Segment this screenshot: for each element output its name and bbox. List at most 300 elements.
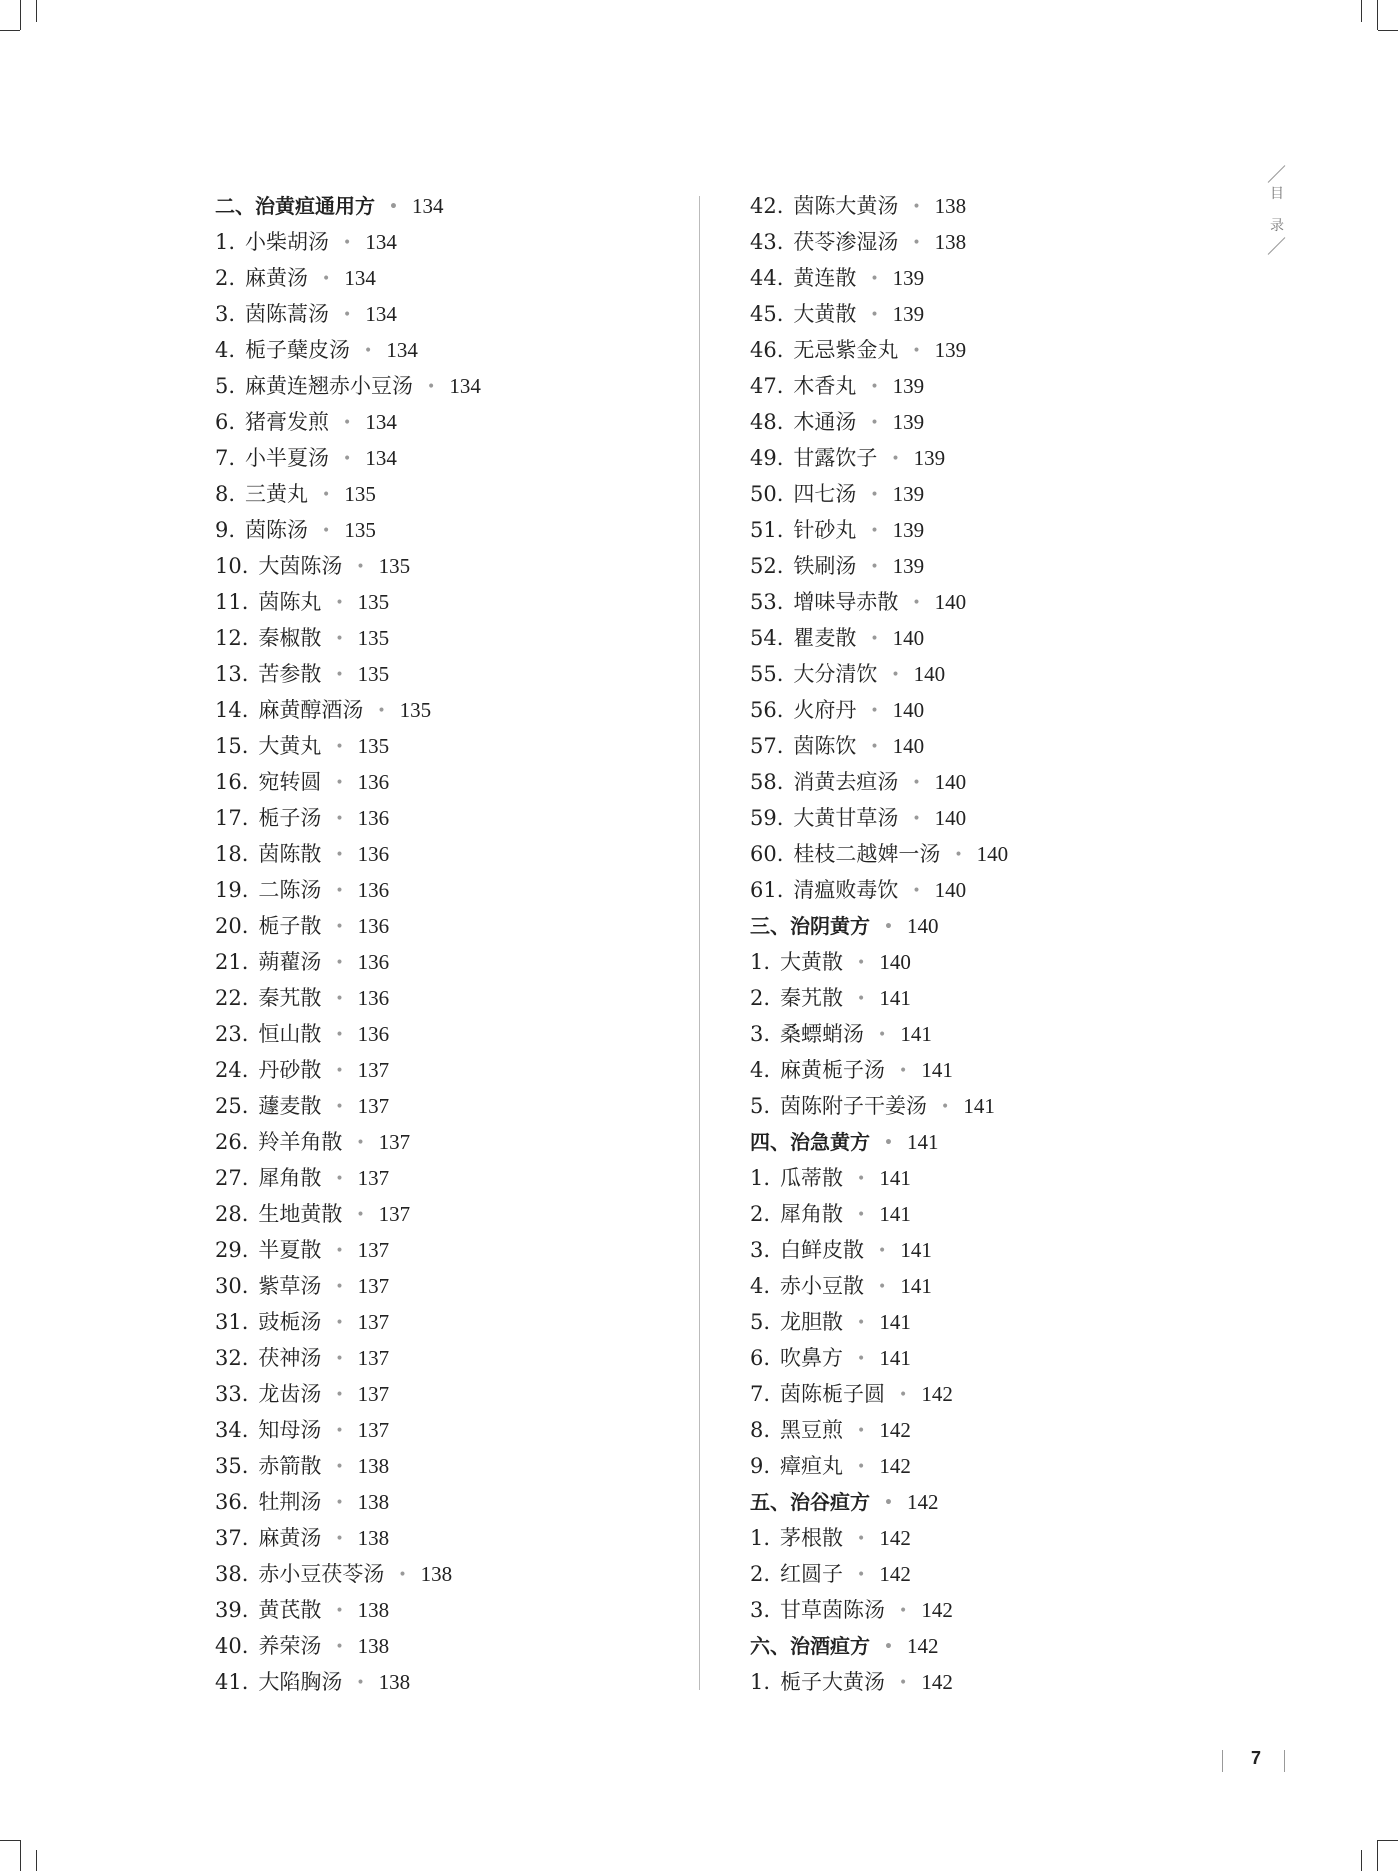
toc-entry-number: 16. bbox=[215, 770, 249, 794]
toc-section-heading[interactable] bbox=[750, 1124, 1270, 1160]
toc-entry-number: 47. bbox=[750, 374, 784, 398]
toc-page-number: 134 bbox=[386, 338, 418, 362]
toc-entry-number: 56. bbox=[750, 698, 784, 722]
leader-dot: • bbox=[891, 451, 900, 467]
toc-entry-number: 4. bbox=[750, 1274, 771, 1298]
toc-entry-number: 33. bbox=[215, 1382, 249, 1406]
toc-entry[interactable] bbox=[750, 1196, 1270, 1232]
toc-entry-number: 24. bbox=[215, 1058, 249, 1082]
toc-entry[interactable] bbox=[750, 872, 1270, 908]
toc-page-number: 139 bbox=[892, 374, 925, 398]
toc-entry[interactable] bbox=[215, 908, 685, 944]
toc-entry-number: 5. bbox=[215, 374, 236, 398]
toc-page-number: 136 bbox=[357, 806, 390, 830]
toc-right-column bbox=[750, 188, 1270, 1700]
toc-entry-number: 12. bbox=[215, 626, 249, 650]
leader-dot: • bbox=[322, 271, 331, 287]
leader-dot: • bbox=[335, 847, 344, 863]
leader-dot: • bbox=[335, 595, 344, 611]
toc-page-number: 141 bbox=[879, 1310, 911, 1334]
leader-dot: • bbox=[343, 451, 352, 467]
toc-page-number: 134 bbox=[365, 302, 397, 326]
toc-entry[interactable] bbox=[750, 1340, 1270, 1376]
toc-entry[interactable] bbox=[215, 440, 685, 476]
crop-mark bbox=[20, 0, 21, 30]
toc-entry[interactable] bbox=[750, 728, 1270, 764]
crop-mark bbox=[1361, 0, 1362, 22]
toc-page-number: 138 bbox=[378, 1670, 411, 1694]
toc-page-number: 136 bbox=[357, 950, 390, 974]
toc-entry-title: 苦参散 bbox=[258, 662, 322, 686]
toc-entry-title: 生地黄散 bbox=[258, 1202, 343, 1226]
toc-page-number: 136 bbox=[357, 842, 390, 866]
leader-dot: • bbox=[335, 739, 344, 755]
toc-entry[interactable] bbox=[750, 1520, 1270, 1556]
toc-entry-title: 黄芪散 bbox=[258, 1598, 322, 1622]
toc-page-number: 140 bbox=[976, 842, 1009, 866]
toc-entry-title: 大黄散 bbox=[793, 302, 857, 326]
toc-entry[interactable] bbox=[215, 1196, 685, 1232]
toc-entry[interactable] bbox=[750, 980, 1270, 1016]
crop-mark bbox=[36, 0, 37, 22]
toc-entry-title: 大茵陈汤 bbox=[258, 554, 343, 578]
toc-page-number: 139 bbox=[913, 446, 946, 470]
toc-entry[interactable] bbox=[215, 260, 685, 296]
page-number: 7 bbox=[1250, 1748, 1261, 1768]
toc-entry[interactable] bbox=[215, 944, 685, 980]
toc-entry-title: 茵陈蒿汤 bbox=[245, 302, 330, 326]
leader-dot: • bbox=[899, 1675, 908, 1691]
toc-entry-title: 秦艽散 bbox=[258, 986, 322, 1010]
toc-entry[interactable] bbox=[750, 512, 1270, 548]
toc-entry[interactable] bbox=[750, 332, 1270, 368]
toc-entry-title: 栀子大黄汤 bbox=[780, 1670, 886, 1694]
toc-entry-number: 8. bbox=[750, 1418, 771, 1442]
toc-entry-number: 2. bbox=[750, 986, 771, 1010]
toc-page-number: 135 bbox=[357, 626, 390, 650]
toc-entry-title: 火府丹 bbox=[793, 698, 857, 722]
section-title: 三、治阴黄方 bbox=[750, 914, 870, 938]
toc-page-number: 142 bbox=[921, 1598, 953, 1622]
toc-entry-number: 54. bbox=[750, 626, 784, 650]
leader-dot: • bbox=[335, 1495, 344, 1511]
toc-entry-title: 吹鼻方 bbox=[780, 1346, 844, 1370]
toc-entry[interactable] bbox=[750, 440, 1270, 476]
toc-page-number: 134 bbox=[344, 266, 376, 290]
toc-entry[interactable] bbox=[750, 260, 1270, 296]
toc-page-number: 136 bbox=[357, 770, 390, 794]
toc-entry[interactable] bbox=[215, 764, 685, 800]
toc-entry[interactable] bbox=[215, 1376, 685, 1412]
toc-entry-title: 茵陈汤 bbox=[245, 518, 309, 542]
leader-dot: • bbox=[912, 235, 921, 251]
leader-dot: • bbox=[884, 1639, 893, 1655]
toc-entry-title: 木香丸 bbox=[793, 374, 857, 398]
toc-entry-number: 4. bbox=[215, 338, 236, 362]
leader-dot: • bbox=[335, 991, 344, 1007]
toc-entry-number: 1. bbox=[750, 950, 771, 974]
leader-dot: • bbox=[870, 523, 879, 539]
toc-entry-title: 栀子蘖皮汤 bbox=[245, 338, 351, 362]
toc-entry-title: 麻黄栀子汤 bbox=[780, 1058, 886, 1082]
toc-entry[interactable] bbox=[215, 1628, 685, 1664]
toc-entry-title: 麻黄汤 bbox=[245, 266, 309, 290]
toc-page-number: 137 bbox=[357, 1310, 390, 1334]
toc-page-number: 134 bbox=[365, 410, 397, 434]
toc-entry[interactable] bbox=[215, 1232, 685, 1268]
toc-entry-title: 牡荆汤 bbox=[258, 1490, 322, 1514]
leader-dot: • bbox=[899, 1603, 908, 1619]
leader-dot: • bbox=[335, 667, 344, 683]
toc-page-number: 135 bbox=[378, 554, 411, 578]
toc-entry-number: 7. bbox=[215, 446, 236, 470]
side-label-char: 目 bbox=[1270, 186, 1284, 202]
leader-dot: • bbox=[335, 1387, 344, 1403]
toc-entry-number: 31. bbox=[215, 1310, 249, 1334]
toc-entry[interactable] bbox=[215, 656, 685, 692]
toc-page-number: 140 bbox=[913, 662, 946, 686]
leader-dot: • bbox=[857, 1531, 866, 1547]
toc-entry[interactable] bbox=[750, 692, 1270, 728]
toc-entry-title: 赤小豆茯苓汤 bbox=[258, 1562, 385, 1586]
toc-entry-number: 2. bbox=[750, 1202, 771, 1226]
toc-entry-title: 清瘟败毒饮 bbox=[793, 878, 899, 902]
toc-entry[interactable] bbox=[750, 1556, 1270, 1592]
toc-page-number: 142 bbox=[879, 1418, 911, 1442]
toc-entry-title: 瘴疸丸 bbox=[780, 1454, 844, 1478]
toc-entry[interactable] bbox=[215, 728, 685, 764]
toc-entry-title: 木通汤 bbox=[793, 410, 857, 434]
leader-dot: • bbox=[870, 271, 879, 287]
leader-dot: • bbox=[343, 415, 352, 431]
toc-page-number: 142 bbox=[906, 1634, 939, 1658]
toc-entry-number: 35. bbox=[215, 1454, 249, 1478]
toc-entry[interactable] bbox=[215, 1340, 685, 1376]
toc-entry-number: 27. bbox=[215, 1166, 249, 1190]
toc-entry-number: 30. bbox=[215, 1274, 249, 1298]
leader-dot: • bbox=[335, 919, 344, 935]
toc-entry[interactable] bbox=[215, 584, 685, 620]
toc-entry-title: 蘧麦散 bbox=[258, 1094, 322, 1118]
leader-dot: • bbox=[356, 1207, 365, 1223]
toc-entry-number: 50. bbox=[750, 482, 784, 506]
toc-entry[interactable] bbox=[215, 836, 685, 872]
crop-mark bbox=[1377, 1840, 1378, 1871]
toc-entry-title: 猪膏发煎 bbox=[245, 410, 330, 434]
toc-entry-number: 37. bbox=[215, 1526, 249, 1550]
leader-dot: • bbox=[878, 1279, 887, 1295]
toc-entry[interactable] bbox=[750, 548, 1270, 584]
toc-entry-title: 麻黄汤 bbox=[258, 1526, 322, 1550]
leader-dot: • bbox=[857, 1351, 866, 1367]
toc-page-number: 138 bbox=[357, 1454, 390, 1478]
toc-entry-title: 瓜蒂散 bbox=[780, 1166, 844, 1190]
toc-entry[interactable] bbox=[215, 1088, 685, 1124]
section-title: 四、治急黄方 bbox=[750, 1130, 870, 1154]
toc-page-number: 138 bbox=[357, 1634, 390, 1658]
leader-dot: • bbox=[941, 1099, 950, 1115]
toc-entry[interactable] bbox=[750, 1088, 1270, 1124]
toc-entry[interactable] bbox=[215, 368, 685, 404]
crop-mark bbox=[20, 1840, 21, 1871]
toc-entry[interactable] bbox=[215, 620, 685, 656]
leader-dot: • bbox=[322, 523, 331, 539]
toc-page-number: 134 bbox=[365, 230, 397, 254]
toc-section-heading[interactable] bbox=[215, 188, 685, 224]
toc-page-number: 140 bbox=[934, 770, 967, 794]
toc-entry-title: 蒴藋汤 bbox=[258, 950, 322, 974]
leader-dot: • bbox=[878, 1243, 887, 1259]
toc-entry-number: 14. bbox=[215, 698, 249, 722]
toc-entry-number: 45. bbox=[750, 302, 784, 326]
leader-dot: • bbox=[335, 1531, 344, 1547]
toc-entry-title: 茯神汤 bbox=[258, 1346, 322, 1370]
toc-entry-title: 大陷胸汤 bbox=[258, 1670, 343, 1694]
toc-entry-number: 39. bbox=[215, 1598, 249, 1622]
toc-entry[interactable] bbox=[215, 1448, 685, 1484]
leader-dot: • bbox=[335, 1639, 344, 1655]
toc-entry[interactable] bbox=[215, 224, 685, 260]
toc-page-number: 137 bbox=[357, 1274, 390, 1298]
toc-page-number: 138 bbox=[420, 1562, 453, 1586]
toc-entry-title: 甘露饮子 bbox=[793, 446, 878, 470]
toc-entry-title: 红圆子 bbox=[780, 1562, 844, 1586]
toc-page-number: 137 bbox=[357, 1238, 390, 1262]
footer-divider bbox=[1222, 1750, 1223, 1772]
toc-entry[interactable] bbox=[215, 800, 685, 836]
toc-entry-title: 茵陈丸 bbox=[258, 590, 322, 614]
toc-entry-title: 黑豆煎 bbox=[780, 1418, 844, 1442]
toc-entry[interactable] bbox=[750, 1016, 1270, 1052]
toc-entry-title: 大黄甘草汤 bbox=[793, 806, 899, 830]
toc-entry[interactable] bbox=[750, 1160, 1270, 1196]
toc-entry-number: 6. bbox=[215, 410, 236, 434]
toc-entry[interactable] bbox=[215, 1664, 685, 1700]
toc-entry[interactable] bbox=[215, 512, 685, 548]
toc-entry[interactable] bbox=[750, 764, 1270, 800]
leader-dot: • bbox=[878, 1027, 887, 1043]
toc-page-number: 140 bbox=[906, 914, 939, 938]
toc-page-number: 140 bbox=[934, 806, 967, 830]
toc-page-number: 137 bbox=[357, 1346, 390, 1370]
leader-dot: • bbox=[912, 595, 921, 611]
toc-section-heading[interactable] bbox=[750, 1484, 1270, 1520]
toc-entry-title: 白鲜皮散 bbox=[780, 1238, 865, 1262]
toc-entry-title: 栀子汤 bbox=[258, 806, 322, 830]
toc-page-number: 135 bbox=[399, 698, 432, 722]
leader-dot: • bbox=[335, 1063, 344, 1079]
leader-dot: • bbox=[427, 379, 436, 395]
toc-entry-number: 5. bbox=[750, 1094, 771, 1118]
toc-page-number: 135 bbox=[357, 662, 390, 686]
side-section-label bbox=[1266, 178, 1288, 242]
toc-entry-number: 11. bbox=[215, 590, 249, 614]
toc-entry[interactable] bbox=[215, 1592, 685, 1628]
section-title: 六、治酒疸方 bbox=[750, 1634, 870, 1658]
toc-entry[interactable] bbox=[215, 1124, 685, 1160]
toc-page-number: 137 bbox=[357, 1418, 390, 1442]
toc-entry[interactable] bbox=[215, 476, 685, 512]
toc-page-number: 139 bbox=[892, 266, 925, 290]
toc-entry-number: 61. bbox=[750, 878, 784, 902]
toc-entry[interactable] bbox=[750, 404, 1270, 440]
toc-entry-number: 4. bbox=[750, 1058, 771, 1082]
toc-entry[interactable] bbox=[215, 1160, 685, 1196]
leader-dot: • bbox=[389, 199, 398, 215]
toc-entry-number: 46. bbox=[750, 338, 784, 362]
toc-page-number: 135 bbox=[344, 482, 376, 506]
toc-page-number: 141 bbox=[879, 1202, 911, 1226]
crop-mark bbox=[0, 1840, 20, 1841]
leader-dot: • bbox=[335, 631, 344, 647]
toc-entry[interactable] bbox=[215, 1484, 685, 1520]
toc-page-number: 137 bbox=[357, 1382, 390, 1406]
toc-entry[interactable] bbox=[750, 296, 1270, 332]
toc-entry-number: 34. bbox=[215, 1418, 249, 1442]
toc-entry-number: 38. bbox=[215, 1562, 249, 1586]
toc-section-heading[interactable] bbox=[750, 908, 1270, 944]
toc-entry[interactable] bbox=[750, 368, 1270, 404]
toc-page-number: 134 bbox=[449, 374, 481, 398]
toc-entry-number: 2. bbox=[215, 266, 236, 290]
toc-page-number: 139 bbox=[892, 518, 925, 542]
leader-dot: • bbox=[335, 1459, 344, 1475]
toc-page-number: 140 bbox=[934, 590, 967, 614]
crop-mark bbox=[0, 30, 20, 31]
leader-dot: • bbox=[912, 883, 921, 899]
toc-entry-title: 茅根散 bbox=[780, 1526, 844, 1550]
toc-entry-title: 三黄丸 bbox=[245, 482, 309, 506]
toc-entry-number: 2. bbox=[750, 1562, 771, 1586]
toc-entry-number: 42. bbox=[750, 194, 784, 218]
toc-entry[interactable] bbox=[750, 1268, 1270, 1304]
toc-entry-number: 3. bbox=[750, 1598, 771, 1622]
toc-page-number: 140 bbox=[892, 626, 925, 650]
toc-entry[interactable] bbox=[750, 1232, 1270, 1268]
toc-entry-title: 赤小豆散 bbox=[780, 1274, 865, 1298]
toc-entry-number: 25. bbox=[215, 1094, 249, 1118]
toc-entry-number: 5. bbox=[750, 1310, 771, 1334]
toc-page-number: 141 bbox=[921, 1058, 953, 1082]
toc-entry[interactable] bbox=[215, 1052, 685, 1088]
toc-entry-number: 40. bbox=[215, 1634, 249, 1658]
toc-entry[interactable] bbox=[215, 1016, 685, 1052]
toc-entry[interactable] bbox=[215, 1556, 685, 1592]
leader-dot: • bbox=[356, 559, 365, 575]
toc-page-number: 141 bbox=[906, 1130, 939, 1154]
toc-entry[interactable] bbox=[750, 476, 1270, 512]
leader-dot: • bbox=[857, 1459, 866, 1475]
toc-entry[interactable] bbox=[215, 404, 685, 440]
toc-page-number: 141 bbox=[963, 1094, 995, 1118]
toc-entry[interactable] bbox=[750, 656, 1270, 692]
toc-entry-number: 21. bbox=[215, 950, 249, 974]
toc-entry[interactable] bbox=[750, 188, 1270, 224]
toc-entry[interactable] bbox=[215, 1268, 685, 1304]
toc-page-number: 139 bbox=[934, 338, 967, 362]
leader-dot: • bbox=[335, 1279, 344, 1295]
toc-entry-number: 59. bbox=[750, 806, 784, 830]
crop-mark bbox=[1378, 30, 1398, 31]
toc-entry-title: 四七汤 bbox=[793, 482, 857, 506]
toc-entry[interactable] bbox=[215, 296, 685, 332]
toc-page-number: 136 bbox=[357, 914, 390, 938]
toc-entry-title: 茯苓渗湿汤 bbox=[793, 230, 899, 254]
crop-mark bbox=[1361, 1850, 1362, 1871]
toc-entry[interactable] bbox=[750, 1304, 1270, 1340]
toc-page-number: 137 bbox=[378, 1202, 411, 1226]
leader-dot: • bbox=[884, 1135, 893, 1151]
toc-page-number: 140 bbox=[892, 698, 925, 722]
toc-entry-number: 26. bbox=[215, 1130, 249, 1154]
toc-entry[interactable] bbox=[750, 944, 1270, 980]
leader-dot: • bbox=[954, 847, 963, 863]
leader-dot: • bbox=[356, 1675, 365, 1691]
toc-page-number: 137 bbox=[357, 1166, 390, 1190]
side-label-char: 录 bbox=[1270, 218, 1284, 234]
toc-entry[interactable] bbox=[215, 332, 685, 368]
toc-entry-number: 10. bbox=[215, 554, 249, 578]
toc-entry[interactable] bbox=[215, 692, 685, 728]
toc-entry-title: 龙胆散 bbox=[780, 1310, 844, 1334]
toc-entry[interactable] bbox=[750, 1376, 1270, 1412]
leader-dot: • bbox=[857, 1171, 866, 1187]
leader-dot: • bbox=[335, 1243, 344, 1259]
toc-entry[interactable] bbox=[750, 1448, 1270, 1484]
leader-dot: • bbox=[857, 1423, 866, 1439]
toc-page-number: 136 bbox=[357, 1022, 390, 1046]
toc-entry-number: 20. bbox=[215, 914, 249, 938]
toc-entry-title: 紫草汤 bbox=[258, 1274, 322, 1298]
toc-entry[interactable] bbox=[750, 836, 1270, 872]
toc-entry[interactable] bbox=[750, 800, 1270, 836]
toc-entry-number: 9. bbox=[750, 1454, 771, 1478]
toc-entry[interactable] bbox=[750, 1592, 1270, 1628]
crop-mark bbox=[1378, 1840, 1398, 1841]
toc-entry[interactable] bbox=[750, 1664, 1270, 1700]
toc-entry[interactable] bbox=[215, 1412, 685, 1448]
toc-entry[interactable] bbox=[750, 224, 1270, 260]
toc-entry[interactable] bbox=[750, 1412, 1270, 1448]
toc-entry[interactable] bbox=[750, 620, 1270, 656]
toc-entry[interactable] bbox=[215, 548, 685, 584]
toc-entry-number: 15. bbox=[215, 734, 249, 758]
toc-left-column bbox=[215, 188, 685, 1700]
toc-entry-title: 大分清饮 bbox=[793, 662, 878, 686]
toc-section-heading[interactable] bbox=[750, 1628, 1270, 1664]
toc-entry-title: 小半夏汤 bbox=[245, 446, 330, 470]
toc-entry[interactable] bbox=[750, 1052, 1270, 1088]
column-divider bbox=[699, 196, 700, 1690]
leader-dot: • bbox=[335, 1423, 344, 1439]
toc-entry[interactable] bbox=[215, 980, 685, 1016]
toc-entry[interactable] bbox=[215, 1304, 685, 1340]
leader-dot: • bbox=[891, 667, 900, 683]
toc-entry-title: 茵陈散 bbox=[258, 842, 322, 866]
toc-entry-title: 秦艽散 bbox=[780, 986, 844, 1010]
toc-page-number: 136 bbox=[357, 878, 390, 902]
toc-entry[interactable] bbox=[215, 872, 685, 908]
toc-entry-number: 57. bbox=[750, 734, 784, 758]
toc-page-number: 134 bbox=[411, 194, 444, 218]
toc-entry-number: 43. bbox=[750, 230, 784, 254]
leader-dot: • bbox=[398, 1567, 407, 1583]
toc-entry[interactable] bbox=[750, 584, 1270, 620]
toc-page-number: 138 bbox=[357, 1598, 390, 1622]
toc-page-number: 142 bbox=[879, 1454, 911, 1478]
toc-page-number: 139 bbox=[892, 302, 925, 326]
toc-entry[interactable] bbox=[215, 1520, 685, 1556]
